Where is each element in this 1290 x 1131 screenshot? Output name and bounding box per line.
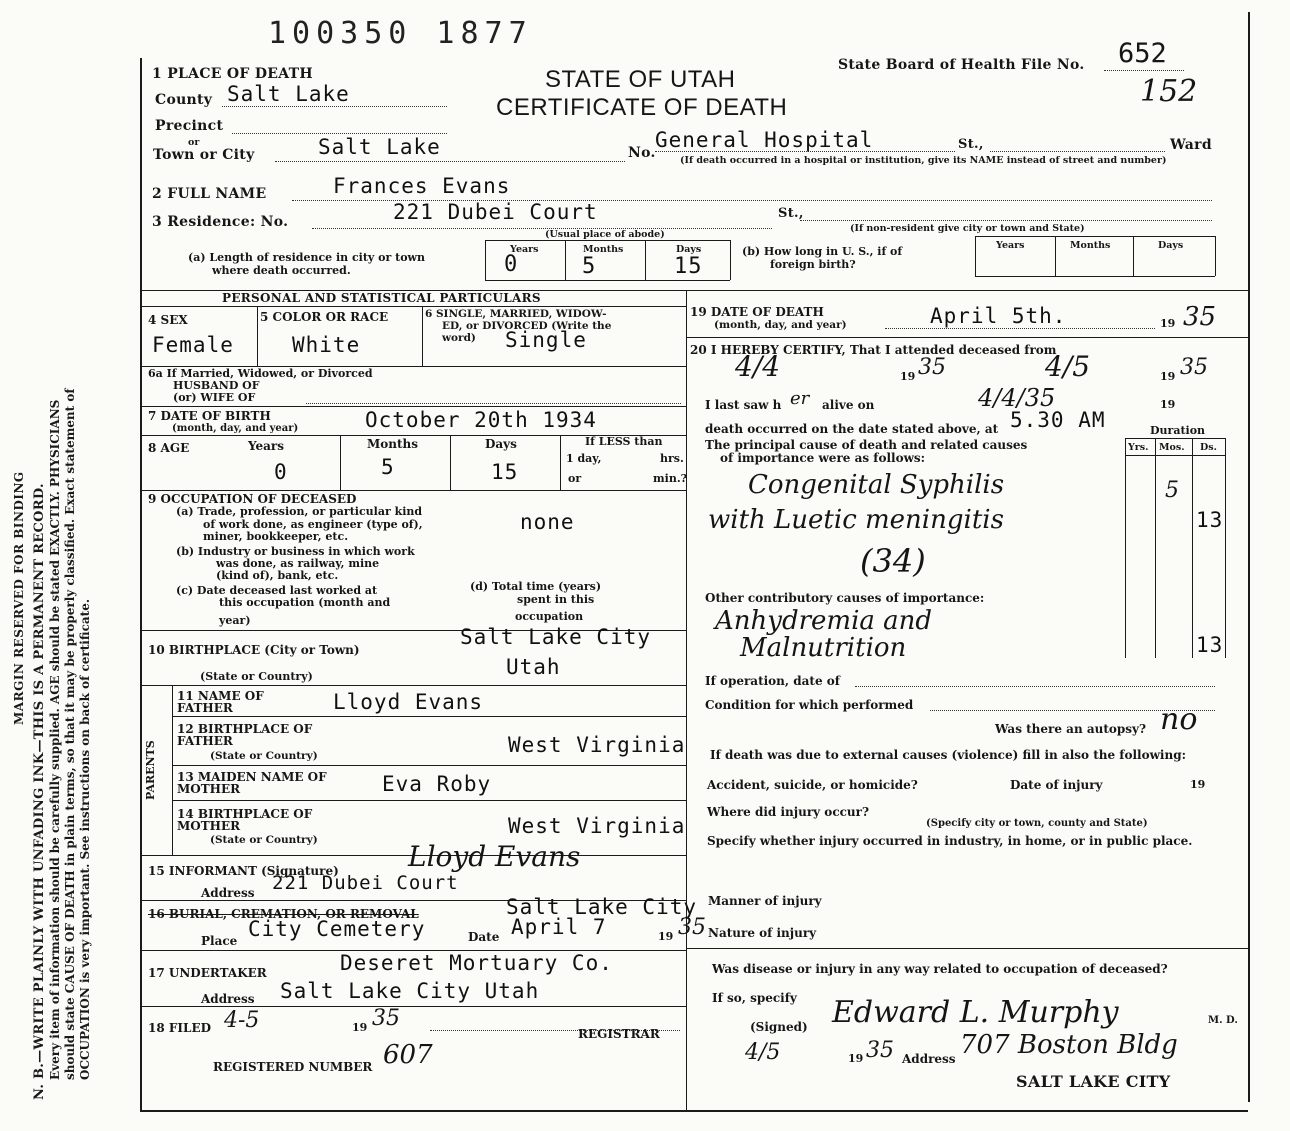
sex-label: 4 SEX bbox=[148, 313, 188, 327]
father-bp-value: West Virginia bbox=[508, 733, 686, 757]
margin-line-5: OCCUPATION is very important. See instructions on back of certificate. bbox=[78, 598, 92, 1080]
informant-label: 15 INFORMANT (Signature) bbox=[148, 864, 339, 878]
cause-2: with Luetic meningitis bbox=[708, 505, 1004, 535]
occ-d3: occupation bbox=[515, 610, 584, 623]
father-value: Lloyd Evans bbox=[333, 690, 484, 714]
institution-value: General Hospital bbox=[655, 128, 874, 152]
burial-place-label: Place bbox=[201, 934, 238, 948]
ds-label: Ds. bbox=[1200, 442, 1217, 453]
burial-city: Salt Lake City bbox=[506, 895, 698, 919]
cause-2-days: 13 bbox=[1196, 508, 1224, 532]
residence-st-label: St., bbox=[778, 206, 804, 221]
certificate-title: CERTIFICATE OF DEATH bbox=[496, 94, 788, 121]
file-no-handwritten: 152 bbox=[1140, 74, 1198, 109]
res-days-label: Days bbox=[676, 244, 702, 255]
occ-a1: (a) Trade, profession, or particular kind bbox=[176, 505, 423, 518]
occupation-label: 9 OCCUPATION OF DECEASED bbox=[148, 492, 357, 506]
injury-date-label: Date of injury bbox=[1010, 778, 1103, 792]
res-years-label: Years bbox=[510, 244, 539, 255]
town-label: Town or City bbox=[153, 147, 255, 163]
color-value: White bbox=[292, 333, 361, 357]
other-days: 13 bbox=[1196, 633, 1224, 657]
duration-label: Duration bbox=[1150, 424, 1206, 437]
margin-line-3: Every item of information should be carefully supplied. AGE should be stated EXACTLY. PHYSICIANS bbox=[48, 399, 62, 1080]
burial-date-label: Date bbox=[468, 930, 500, 944]
sex-value: Female bbox=[152, 333, 234, 357]
informant-signature: Lloyd Evans bbox=[408, 840, 581, 873]
full-name-value: Frances Evans bbox=[333, 174, 511, 198]
margin-binding-line: MARGIN RESERVED FOR BINDING bbox=[12, 471, 26, 725]
physician-address-label: Address bbox=[902, 1052, 956, 1066]
residence-abode-note: (Usual place of abode) bbox=[545, 229, 665, 240]
marital-label-a: 6 SINGLE, MARRIED, WIDOW- bbox=[425, 308, 607, 320]
length-label-a: (a) Length of residence in city or town bbox=[188, 251, 426, 264]
spouse-label-b: HUSBAND OF bbox=[173, 379, 260, 392]
accident-label: Accident, suicide, or homicide? bbox=[707, 778, 918, 792]
informant-address-label: Address bbox=[201, 886, 255, 900]
to-year-prefix: 19 bbox=[1160, 370, 1176, 383]
undertaker-address: Salt Lake City Utah bbox=[280, 979, 540, 1003]
marital-label-b: ED, or DIVORCED (Write the bbox=[442, 320, 612, 332]
age-days-label: Days bbox=[485, 437, 517, 451]
undertaker-label: 17 UNDERTAKER bbox=[148, 966, 267, 980]
mother-value: Eva Roby bbox=[382, 772, 492, 796]
res-days-value: 15 bbox=[674, 254, 703, 279]
length-label-b: where death occurred. bbox=[212, 264, 351, 277]
residence-nonres-note: (If non-resident give city or town and State) bbox=[850, 223, 1085, 234]
no-label: No. bbox=[628, 145, 656, 161]
alive-label: alive on bbox=[822, 398, 875, 412]
dod-label: 19 DATE OF DEATH bbox=[690, 305, 824, 319]
or-label: or bbox=[188, 137, 200, 148]
birthplace-state-label: (State or Country) bbox=[200, 670, 313, 683]
burial-year-prefix: 19 bbox=[658, 930, 674, 943]
us-label-b: foreign birth? bbox=[770, 258, 856, 271]
mos-label: Mos. bbox=[1159, 442, 1185, 453]
color-label: 5 COLOR OR RACE bbox=[260, 310, 389, 324]
us-days-label: Days bbox=[1158, 240, 1184, 251]
physician-signature: Edward L. Murphy bbox=[832, 995, 1119, 1030]
burial-year: 35 bbox=[678, 915, 706, 940]
md-label: M. D. bbox=[1208, 1015, 1238, 1026]
file-no-printed: 652 bbox=[1118, 38, 1167, 69]
physician-address: 707 Boston Bldg bbox=[960, 1030, 1178, 1060]
attend-from-date: 4/4 bbox=[735, 350, 781, 383]
dob-label: 7 DATE OF BIRTH bbox=[148, 409, 271, 423]
father-bp-label: 12 BIRTHPLACE OF FATHER bbox=[177, 722, 313, 748]
from-year-prefix: 19 bbox=[900, 370, 916, 383]
death-occurred-label: death occurred on the date stated above, at bbox=[705, 422, 999, 436]
physician-city: SALT LAKE CITY bbox=[1016, 1072, 1171, 1091]
certify-label: 20 I HEREBY CERTIFY, That I attended deceased from bbox=[690, 343, 1057, 357]
occ-c1: (c) Date deceased last worked at bbox=[176, 584, 378, 597]
where-injury-sub: (Specify city or town, county and State) bbox=[926, 818, 1148, 829]
spouse-label-a: 6a If Married, Widowed, or Divorced bbox=[148, 367, 373, 380]
county-label: County bbox=[155, 92, 213, 108]
residence-value: 221 Dubei Court bbox=[393, 200, 598, 224]
parents-side-label: PARENTS bbox=[144, 740, 157, 800]
occ-a3: miner, bookkeeper, etc. bbox=[203, 530, 349, 543]
birthplace-city: Salt Lake City bbox=[460, 625, 652, 649]
less-label-c: or bbox=[568, 472, 582, 485]
mother-bp-label: 14 BIRTHPLACE OF MOTHER bbox=[177, 807, 313, 833]
where-injury-label: Where did injury occur? bbox=[707, 805, 870, 819]
less-label-b: 1 day, bbox=[566, 452, 602, 465]
autopsy-label: Was there an autopsy? bbox=[995, 722, 1147, 736]
cause-1: Congenital Syphilis bbox=[748, 470, 1005, 500]
ward-label: Ward bbox=[1170, 137, 1212, 153]
undertaker-address-label: Address bbox=[201, 992, 255, 1006]
specify-label: Specify whether injury occurred in industry, in home, or in public place. bbox=[707, 834, 1193, 848]
occ-b3: (kind of), bank, etc. bbox=[216, 569, 339, 582]
manner-label: Manner of injury bbox=[708, 894, 822, 908]
filed-year-prefix: 19 bbox=[352, 1021, 368, 1034]
if-so-label: If so, specify bbox=[712, 991, 797, 1005]
marital-label-c: word) bbox=[442, 332, 476, 344]
alive-year-prefix: 19 bbox=[1160, 398, 1176, 411]
town-value: Salt Lake bbox=[318, 135, 441, 159]
age-months-value: 5 bbox=[381, 455, 395, 479]
principal-label-b: of importance were as follows: bbox=[720, 451, 926, 465]
dob-value: October 20th 1934 bbox=[365, 408, 597, 432]
nature-label: Nature of injury bbox=[708, 926, 817, 940]
dod-year-prefix: 19 bbox=[1160, 317, 1176, 330]
last-saw-label: I last saw h bbox=[705, 398, 782, 412]
occ-d2: spent in this bbox=[517, 593, 595, 606]
mother-bp-value: West Virginia bbox=[508, 814, 686, 838]
county-value: Salt Lake bbox=[227, 82, 350, 106]
registered-number: 607 bbox=[383, 1040, 433, 1070]
mother-label: 13 MAIDEN NAME OF MOTHER bbox=[177, 770, 327, 796]
personal-section-title: PERSONAL AND STATISTICAL PARTICULARS bbox=[222, 291, 541, 305]
principal-label-a: The principal cause of death and related causes bbox=[705, 438, 1028, 452]
from-year: 35 bbox=[918, 355, 946, 380]
dod-sub: (month, day, and year) bbox=[714, 319, 847, 331]
spouse-label-c: (or) WIFE OF bbox=[173, 391, 256, 404]
residence-label: 3 Residence: No. bbox=[152, 214, 289, 230]
registered-number-label: REGISTERED NUMBER bbox=[213, 1060, 373, 1074]
st-label: St., bbox=[958, 137, 984, 152]
filed-date: 4-5 bbox=[224, 1008, 260, 1033]
less-label-a: If LESS than bbox=[585, 435, 663, 448]
margin-nb-line: N. B.—WRITE PLAINLY WITH UNFADING INK—THIS IS A PERMANENT RECORD. bbox=[32, 483, 47, 1100]
file-no-label: State Board of Health File No. bbox=[838, 57, 1085, 73]
occ-a2: of work done, as engineer (type of), bbox=[203, 518, 423, 531]
yrs-label: Yrs. bbox=[1128, 442, 1149, 453]
birthplace-state: Utah bbox=[506, 655, 561, 679]
signature-date: 4/5 bbox=[745, 1040, 781, 1065]
injury-year-label: 19 bbox=[1190, 778, 1206, 791]
dod-value: April 5th. bbox=[930, 304, 1067, 328]
sig-year-prefix: 19 bbox=[848, 1052, 864, 1065]
external-label: If death was due to external causes (violence) fill in also the following: bbox=[710, 748, 1187, 762]
operation-label: If operation, date of bbox=[705, 674, 840, 688]
condition-label: Condition for which performed bbox=[705, 698, 914, 712]
dod-year: 35 bbox=[1183, 302, 1217, 332]
occupation-value: none bbox=[520, 510, 575, 534]
margin-instructions bbox=[12, 0, 93, 1120]
cause-1-months: 5 bbox=[1165, 478, 1179, 503]
filed-label: 18 FILED bbox=[148, 1021, 211, 1035]
age-months-label: Months bbox=[367, 437, 419, 451]
mother-bp-sub: (State or Country) bbox=[210, 834, 318, 846]
occ-c2: this occupation (month and bbox=[219, 596, 391, 609]
less-hrs: hrs. bbox=[660, 452, 684, 465]
less-min: min.? bbox=[653, 472, 688, 485]
res-years-value: 0 bbox=[504, 252, 519, 277]
us-months-label: Months bbox=[1070, 240, 1111, 251]
other-cause-2: Malnutrition bbox=[740, 633, 907, 663]
burial-label: 16 BURIAL, CREMATION, OR REMOVAL bbox=[148, 907, 419, 921]
precinct-label: Precinct bbox=[155, 118, 224, 134]
occ-c3: year) bbox=[219, 614, 251, 627]
undertaker-name: Deseret Mortuary Co. bbox=[340, 951, 613, 975]
other-cause-1: Anhydremia and bbox=[715, 606, 933, 636]
filed-year: 35 bbox=[372, 1006, 400, 1031]
serial-number: 100350 1877 bbox=[268, 16, 533, 51]
place-of-death-label: 1 PLACE OF DEATH bbox=[152, 66, 313, 82]
informant-address: 221 Dubei Court bbox=[272, 872, 459, 894]
marital-value: Single bbox=[505, 328, 587, 352]
other-causes-label: Other contributory causes of importance: bbox=[705, 591, 985, 605]
burial-date: April 7 bbox=[511, 915, 607, 939]
res-months-label: Months bbox=[583, 244, 624, 255]
occ-b1: (b) Industry or business in which work bbox=[176, 545, 415, 558]
age-label: 8 AGE bbox=[148, 441, 190, 455]
occ-b2: was done, as railway, mine bbox=[216, 557, 380, 570]
res-months-value: 5 bbox=[582, 254, 597, 279]
last-saw-hand: er bbox=[790, 388, 810, 409]
full-name-label: 2 FULL NAME bbox=[152, 186, 267, 202]
age-years-value: 0 bbox=[274, 460, 288, 484]
us-years-label: Years bbox=[996, 240, 1025, 251]
age-days-value: 15 bbox=[491, 460, 519, 484]
cause-code: (34) bbox=[860, 542, 926, 580]
attend-to-date: 4/5 bbox=[1045, 350, 1091, 383]
birthplace-label: 10 BIRTHPLACE (City or Town) bbox=[148, 643, 360, 657]
father-label: 11 NAME OF FATHER bbox=[177, 689, 264, 715]
us-label-a: (b) How long in U. S., if of bbox=[742, 245, 903, 258]
father-bp-sub: (State or Country) bbox=[210, 750, 318, 762]
margin-line-4: should state CAUSE OF DEATH in plain terms, so that it may be properly classified. Exact statement of bbox=[63, 388, 77, 1080]
registrar-label: REGISTRAR bbox=[578, 1027, 660, 1041]
institution-note: (If death occurred in a hospital or institution, give its NAME instead of street and number) bbox=[680, 155, 1167, 166]
signed-label: (Signed) bbox=[750, 1020, 808, 1034]
occ-d1: (d) Total time (years) bbox=[470, 580, 602, 593]
to-year: 35 bbox=[1180, 355, 1208, 380]
alive-date: 4/4/35 bbox=[978, 384, 1056, 412]
autopsy-value: no bbox=[1160, 702, 1198, 737]
dob-sub: (month, day, and year) bbox=[172, 423, 299, 434]
burial-place: City Cemetery bbox=[248, 917, 426, 941]
death-time: 5.30 AM bbox=[1010, 408, 1106, 432]
sig-year: 35 bbox=[866, 1038, 894, 1063]
age-years-label: Years bbox=[248, 439, 285, 453]
disease-label: Was disease or injury in any way related to occupation of deceased? bbox=[712, 962, 1168, 976]
state-title: STATE OF UTAH bbox=[545, 66, 736, 93]
